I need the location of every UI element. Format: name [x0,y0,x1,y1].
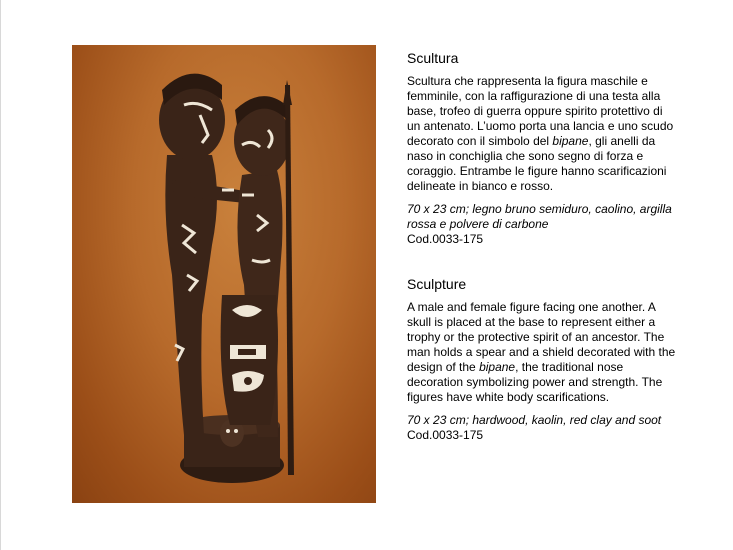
english-details [407,413,677,443]
english-dimensions: 70 x 23 cm; hardwood, kaolin, red clay and soot [407,413,662,427]
italian-title: Scultura [407,50,459,66]
english-body-emphasis: bipane [479,360,516,374]
english-title: Sculpture [407,276,467,292]
english-body-part-2: , the traditional nose decoration symbolizing power and strength. The figures have white body scarifications. [407,360,663,404]
slide-edge [0,0,1,550]
english-body [407,300,677,405]
italian-body [407,74,677,194]
italian-description [407,50,677,247]
english-description [407,276,677,443]
italian-body-emphasis: bipane [552,134,589,148]
italian-catalog-code: Cod.0033-175 [407,232,484,246]
sculpture-illustration [72,45,376,503]
italian-body-part-2: , gli anelli da naso in conchiglia che sono segno di forza e coraggio. Entrambe le figure hanno scarificazioni delineate in bianco e rosso. [407,134,667,193]
english-catalog-code: Cod.0033-175 [407,428,484,442]
italian-details [407,202,677,247]
sculpture-photo [72,45,376,503]
italian-body-part-1: Scultura che rappresenta la figura maschile e femminile, con la raffigurazione di una testa alla base, trofeo di guerra oppure spirito protettivo di un antenato. L’uomo porta una lancia e uno scudo decorato con il simbolo del [407,74,674,148]
italian-dimensions: 70 x 23 cm; legno bruno semiduro, caolino, argilla rossa e polvere di carbone [407,202,672,231]
english-body-part-1: A male and female figure facing one another. A skull is placed at the base to represent either a trophy or the protective spirit of an ancestor. The man holds a spear and a shield decorated with the design of the [407,300,676,374]
